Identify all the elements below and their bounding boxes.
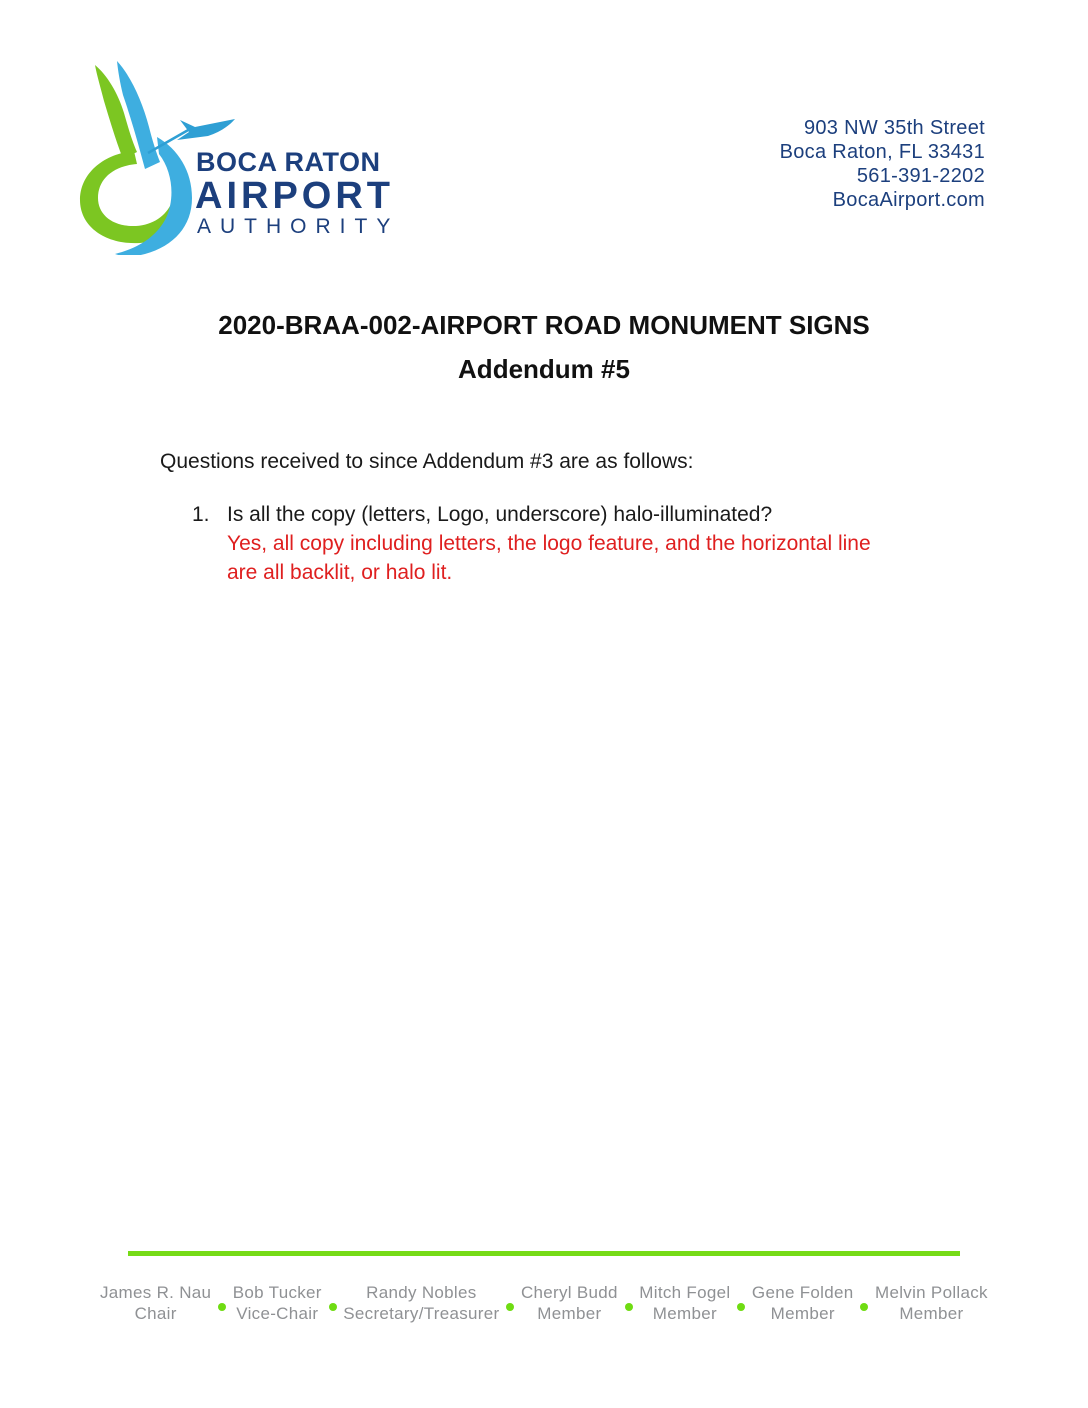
board-member [233, 1282, 322, 1324]
document-title [0, 303, 1088, 391]
member-title: Member [652, 1304, 717, 1323]
member-name: Cheryl Budd [520, 1283, 618, 1302]
board-member [639, 1282, 730, 1324]
bullet-dot-icon [218, 1303, 226, 1311]
board-member [752, 1282, 854, 1324]
contact-address-block [780, 116, 985, 212]
footer-divider-line [128, 1251, 960, 1256]
member-title: Member [537, 1304, 602, 1323]
bullet-dot-icon [860, 1303, 868, 1311]
logo-org-name-line3: AUTHORITY [197, 215, 400, 238]
member-name: Gene Folden [751, 1283, 854, 1302]
board-member [521, 1282, 618, 1324]
bullet-dot-icon [329, 1303, 337, 1311]
bullet-dot-icon [625, 1303, 633, 1311]
member-name: Mitch Fogel [639, 1283, 731, 1302]
document-title-line2: Addendum #5 [458, 354, 630, 384]
logo-org-name-line1: BOCA RATON [196, 147, 381, 177]
member-name: Randy Nobles [366, 1283, 477, 1302]
board-member [343, 1282, 499, 1324]
member-name: Bob Tucker [232, 1283, 322, 1302]
question-text: Is all the copy (letters, Logo, underscore) halo-illuminated? [227, 503, 773, 526]
member-title: Member [770, 1304, 835, 1323]
address-street: 903 NW 35th Street [803, 117, 985, 139]
address-city: Boca Raton, FL 33431 [779, 141, 985, 163]
intro-paragraph: Questions received to since Addendum #3 are as follows: [160, 450, 694, 473]
board-member [100, 1282, 211, 1324]
board-member [875, 1282, 988, 1324]
website: BocaAirport.com [832, 189, 985, 211]
member-title: Secretary/Treasurer [343, 1304, 500, 1323]
phone-number: 561-391-2202 [856, 165, 985, 187]
question-body [227, 500, 899, 587]
member-title: Vice-Chair [236, 1304, 319, 1323]
logo-org-name-line2: AIRPORT [195, 175, 394, 217]
member-name: James R. Nau [100, 1283, 212, 1302]
member-title: Chair [134, 1304, 177, 1323]
board-members-footer [100, 1282, 988, 1324]
document-title-line1: 2020-BRAA-002-AIRPORT ROAD MONUMENT SIGNS [218, 310, 870, 340]
question-item-1 [192, 500, 899, 587]
member-name: Melvin Pollack [874, 1283, 988, 1302]
bullet-dot-icon [506, 1303, 514, 1311]
bullet-dot-icon [737, 1303, 745, 1311]
member-title: Member [899, 1304, 964, 1323]
answer-text: Yes, all copy including letters, the logo feature, and the horizontal line are all backlit, or halo lit. [227, 532, 871, 584]
question-number: 1. [192, 503, 210, 526]
airplane-icon [177, 119, 235, 140]
